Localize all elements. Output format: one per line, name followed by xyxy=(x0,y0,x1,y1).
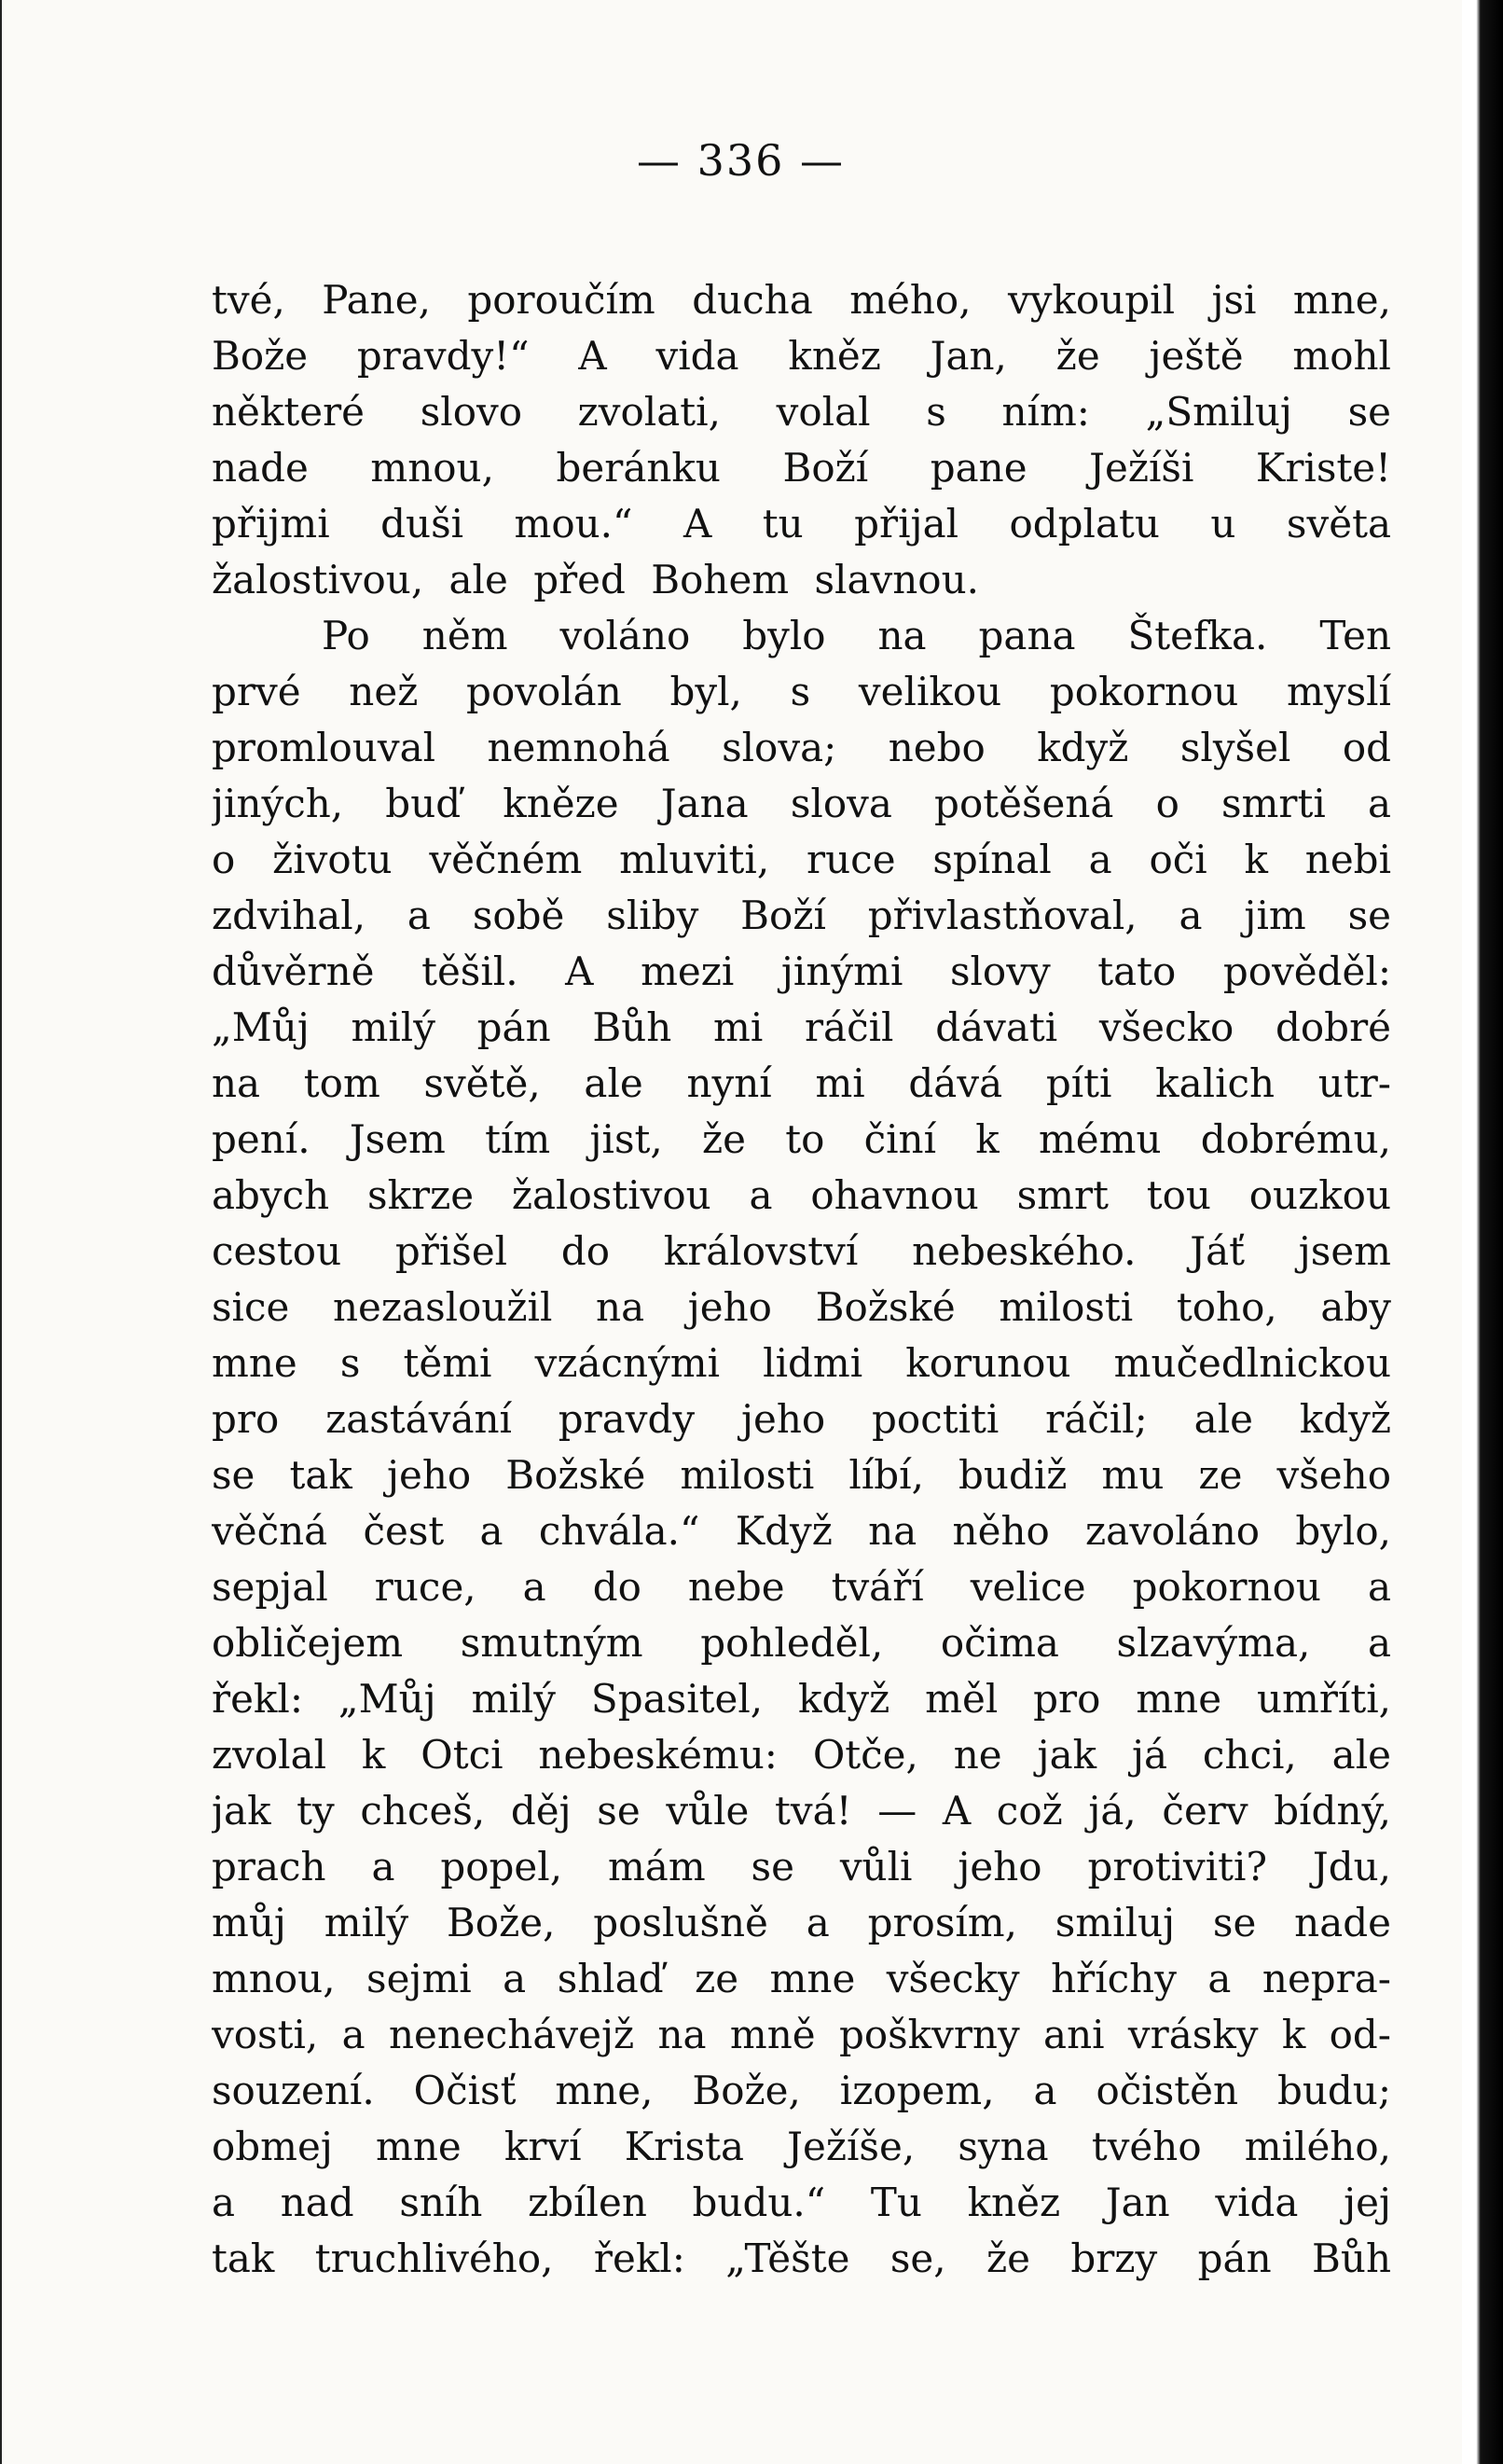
text-line: cestou přišel do království nebeského. Jáť jsem xyxy=(212,1228,1391,1274)
text-line: sepjal ruce, a do nebe tváří velice pokornou a xyxy=(212,1564,1391,1610)
text-line: tvé, Pane, poroučím ducha mého, vykoupil jsi mne, xyxy=(212,277,1391,323)
text-line: zvolal k Otci nebeskému: Otče, ne jak já chci, ale xyxy=(212,1732,1391,1778)
text-line: o životu věčném mluviti, ruce spínal a oči k nebi xyxy=(212,837,1391,882)
text-line: Po něm voláno bylo na pana Štefka. Ten xyxy=(322,613,1391,658)
text-line: a nad sníh zbílen budu.“ Tu kněz Jan vida jej xyxy=(212,2180,1391,2225)
text-line: sice nezasloužil na jeho Božské milosti toho, aby xyxy=(212,1284,1391,1330)
text-line: prvé než povolán byl, s velikou pokornou myslí xyxy=(212,669,1391,714)
text-line: abych skrze žalostivou a ohavnou smrt tou ouzkou xyxy=(212,1172,1391,1218)
text-line: některé slovo zvolati, volal s ním: „Smiluj se xyxy=(212,389,1391,435)
page-number: — 336 — xyxy=(636,135,846,186)
text-line: řekl: „Můj milý Spasitel, když měl pro mne umříti, xyxy=(212,1676,1391,1722)
text-line: obmej mne krví Krista Ježíše, syna tvého milého, xyxy=(212,2124,1391,2169)
text-line: promlouval nemnohá slova; nebo když slyšel od xyxy=(212,725,1391,770)
text-line: nade mnou, beránku Boží pane Ježíši Kriste! xyxy=(212,445,1391,491)
page-edge-shadow xyxy=(1462,0,1503,2464)
body-text xyxy=(212,272,1391,2287)
text-line: obličejem smutným pohleděl, očima slzavýma, a xyxy=(212,1620,1391,1666)
text-line: Bože pravdy!“ A vida kněz Jan, že ještě mohl xyxy=(212,333,1391,379)
text-line: pení. Jsem tím jist, že to činí k mému dobrému, xyxy=(212,1116,1391,1162)
text-line: mne s těmi vzácnými lidmi korunou mučedlnickou xyxy=(212,1340,1391,1386)
text-line: „Můj milý pán Bůh mi ráčil dávati všecko dobré xyxy=(212,1004,1391,1050)
text-line: žalostivou, ale před Bohem slavnou. xyxy=(212,557,979,602)
text-line: tak truchlivého, řekl: „Těšte se, že brzy pán Bůh xyxy=(212,2236,1391,2281)
text-line: mnou, sejmi a shlaď ze mne všecky hříchy a nepra- xyxy=(212,1956,1391,2001)
text-line: souzení. Očisť mne, Bože, izopem, a očistěn budu; xyxy=(212,2068,1391,2113)
text-line: důvěrně těšil. A mezi jinými slovy tato pověděl: xyxy=(212,948,1391,994)
text-line: zdvihal, a sobě sliby Boží přivlastňoval, a jim se xyxy=(212,893,1391,938)
text-line: věčná čest a chvála.“ Když na něho zavoláno bylo, xyxy=(212,1508,1391,1554)
text-line: pro zastávání pravdy jeho poctiti ráčil; ale když xyxy=(212,1396,1391,1442)
text-line: se tak jeho Božské milosti líbí, budiž mu ze všeho xyxy=(212,1452,1391,1498)
text-line: na tom světě, ale nyní mi dává píti kalich utr- xyxy=(212,1060,1391,1106)
text-line: prach a popel, mám se vůli jeho protiviti? Jdu, xyxy=(212,1844,1391,1890)
text-line: jak ty chceš, děj se vůle tvá! — A což já, červ bídný, xyxy=(212,1788,1391,1834)
text-line: přijmi duši mou.“ A tu přijal odplatu u světa xyxy=(212,501,1391,547)
text-line: jiných, buď kněze Jana slova potěšená o smrti a xyxy=(212,781,1391,826)
text-line: vosti, a nenechávejž na mně poškvrny ani vrásky k od- xyxy=(212,2012,1391,2057)
text-line: můj milý Bože, poslušně a prosím, smiluj se nade xyxy=(212,1900,1391,1945)
